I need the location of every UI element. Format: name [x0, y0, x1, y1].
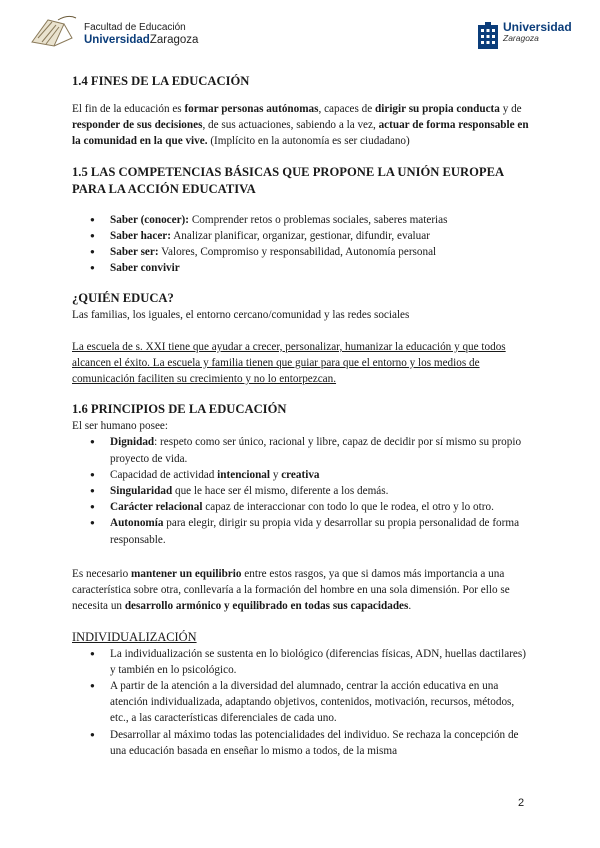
- university-crest-icon: [477, 22, 499, 50]
- list-item: [110, 499, 532, 515]
- s16.items.0-run: : respeto como ser único, racional y libre, capaz de decidir por sí mismo su propio proyecto de vida.: [110, 436, 522, 465]
- s16.items.1-run: creativa: [281, 468, 320, 481]
- list-item: ● A partir de la atención a la diversidad del alumnado, centrar la acción educativa en una atención individualizada, adaptando objetivos, contenidos, motivación, recursos, métodos, etc., a las características diferenciales de cada uno.: [110, 678, 532, 727]
- s16.items.1-run: intencional: [217, 468, 271, 481]
- university-name: [503, 22, 572, 44]
- s14.p-run: actuar de forma responsable en la comunidad en la que vive.: [72, 119, 529, 148]
- s16.p-run: desarrollo armónico y equilibrado en todas sus capacidades: [124, 600, 409, 613]
- competencia-label: Saber hacer:: [110, 229, 172, 242]
- s16.items.1-run: Capacidad de actividad: [110, 468, 218, 481]
- s16.items.4-run: Autonomía: [110, 517, 164, 530]
- s16.p-run: Es necesario: [72, 567, 132, 580]
- list-item: [110, 212, 532, 228]
- s14.p-run: y de: [499, 103, 522, 115]
- list-item: ● La individualización se sustenta en lo biológico (diferencias físicas, ADN, huellas dactilares) y también en lo psicológico.: [110, 646, 532, 678]
- faculty-line1: Facultad de Educación: [84, 22, 186, 33]
- s16.items.1-run: y: [270, 468, 282, 481]
- principios-intro: El ser humano posee:: [72, 420, 169, 433]
- individualizacion-list: [72, 646, 532, 759]
- s16.items.2-run: que le hace ser él mismo, diferente a los demás.: [172, 485, 389, 498]
- fines-paragraph: [72, 101, 532, 150]
- s14.p-run: formar personas autónomas: [184, 103, 319, 115]
- s14.p-run: dirigir su propia conducta: [375, 103, 500, 115]
- s14.p-run: responder de sus decisiones: [72, 119, 203, 132]
- faculty-logo: [28, 12, 80, 52]
- competencia-text: Valores, Compromiso y responsabilidad, Autonomía personal: [158, 246, 437, 259]
- competencia-label: Saber ser:: [110, 246, 159, 259]
- list-item: [110, 434, 532, 466]
- section-heading-1-4: 1.4 FINES DE LA EDUCACIÓN: [72, 74, 250, 88]
- s16.items.3-run: capaz de interaccionar con todo lo que le rodea, el otro y lo otro.: [202, 501, 494, 514]
- faculty-line2-rest: Zaragoza: [149, 34, 199, 46]
- page-content: [72, 66, 532, 759]
- s14.p-run: , capaces de: [318, 103, 376, 115]
- faculty-line2: [84, 34, 198, 46]
- section-heading-1-6: 1.6 PRINCIPIOS DE LA EDUCACIÓN: [72, 402, 287, 417]
- s14.p-run: (Implícito en la autonomía es ser ciudadano): [207, 135, 410, 148]
- s16.items.4-run: para elegir, dirigir su propia vida y desarrollar su propia personalidad de forma responsable.: [110, 517, 520, 546]
- s16.p-run: mantener un equilibrio: [131, 567, 242, 580]
- s16.items.3-run: Carácter relacional: [110, 501, 203, 514]
- principios-list: [72, 434, 532, 547]
- s14.p-run: El fin de la educación es: [72, 103, 185, 115]
- faculty-name: [84, 22, 198, 46]
- s16.p-run: entre estos rasgos, ya que si damos más importancia a una característica sobre otra, conllevaría a la formación del hombre en una sola dimensión. Por ello se necesita un: [72, 567, 510, 613]
- s16.items.2-run: Singularidad: [110, 485, 173, 498]
- list-item: [110, 260, 532, 276]
- list-item: [110, 483, 532, 499]
- list-item: [110, 228, 532, 244]
- page-header: [0, 0, 600, 60]
- list-item: [110, 467, 532, 483]
- list-item: ● Desarrollar al máximo todas las potencialidades del individuo. Se rechaza la concepción de una educación basada en enseñar lo mismo a todos, de la misma: [110, 727, 532, 759]
- individualizacion-heading-text: INDIVIDUALIZACIÓN: [72, 630, 197, 645]
- individualizacion-heading: [72, 629, 532, 645]
- quien-educa-heading: ¿QUIÉN EDUCA?: [72, 291, 174, 306]
- competencia-text: Analizar planificar, organizar, gestionar, difundir, evaluar: [171, 229, 430, 242]
- competencia-text: Comprender retos o problemas sociales, saberes materias: [189, 213, 448, 226]
- s14.p-run: , de sus actuaciones, sabiendo a la vez,: [202, 119, 379, 132]
- page-number: 2: [518, 797, 525, 809]
- list-item: [110, 515, 532, 547]
- equilibrio-paragraph: [72, 566, 532, 615]
- list-item: [110, 244, 532, 260]
- faculty-line2-bold: Universidad: [84, 34, 150, 46]
- university-line2: Zaragoza: [503, 33, 539, 43]
- university-line1: Universidad: [503, 20, 572, 34]
- competencias-list: [72, 212, 532, 277]
- quien-educa-text: Las familias, los iguales, el entorno cercano/comunidad y las redes sociales: [72, 309, 410, 322]
- escuela-underlined-text: La escuela de s. XXI tiene que ayudar a crecer, personalizar, humanizar la educación y que todos alcancen el éxito. La escuela y familia tienen que guiar para que el entorno y los medios de comunicación faciliten su crecimiento y no lo entorpezcan.: [72, 340, 506, 386]
- competencia-label: Saber (conocer):: [110, 213, 190, 226]
- section-heading-1-5: 1.5 LAS COMPETENCIAS BÁSICAS QUE PROPONE LA UNIÓN EUROPEA PARA LA ACCIÓN EDUCATIVA: [72, 164, 504, 196]
- s16.items.0-run: Dignidad: [110, 436, 155, 449]
- competencia-label: Saber convivir: [110, 262, 180, 275]
- s16.p-run: .: [408, 600, 412, 613]
- escuela-paragraph: [72, 339, 532, 388]
